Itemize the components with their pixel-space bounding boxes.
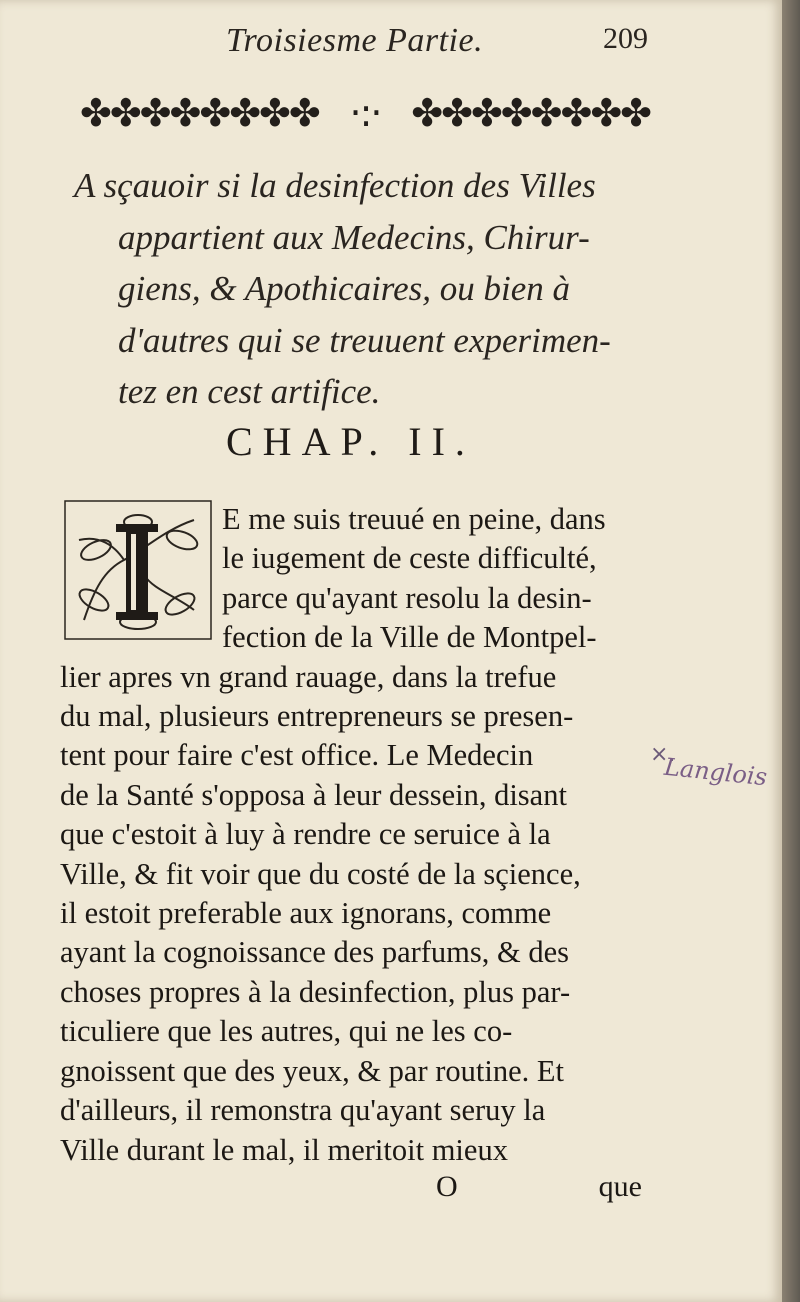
text-line: tent pour faire c'est office. Le Medecin xyxy=(60,738,534,773)
heading-line: A sçauoir si la desinfection des Villes xyxy=(74,166,596,205)
body-text xyxy=(60,500,650,1170)
text-line: Ville, & fit voir que du costé de la sçience, xyxy=(60,856,581,891)
text-line: ayant la cognoissance des parfums, & des xyxy=(60,935,570,970)
running-header xyxy=(226,22,656,72)
handwritten-margin-note: Langlois xyxy=(662,752,769,792)
chapter-heading xyxy=(74,160,674,418)
text-line: parce qu'ayant resolu la desin- xyxy=(222,580,592,615)
headpiece-ornament xyxy=(80,86,650,140)
heading-line: giens, & Apothicaires, ou bien à xyxy=(118,269,571,308)
ornament-separator: ·:· xyxy=(349,91,381,135)
heading-line: d'autres qui se treuuent experimen- xyxy=(118,320,611,360)
chapter-word: CHAP. xyxy=(226,419,389,464)
text-line: le iugement de ceste difficulté, xyxy=(222,541,597,576)
page-number: 209 xyxy=(603,22,648,55)
text-line: ticuliere que les autres, qui ne les co- xyxy=(60,1014,513,1049)
heading-line: appartient aux Medecins, Chirur- xyxy=(118,217,590,257)
chapter-label xyxy=(226,418,526,465)
text-line: que c'estoit à luy à rendre ce seruice à la xyxy=(60,817,551,852)
ornament-right: ✤✤✤✤✤✤✤✤ xyxy=(411,91,650,135)
running-title: Troisiesme Partie. xyxy=(226,22,484,59)
text-line: fection de la Ville de Montpel- xyxy=(222,620,597,655)
text-line: lier apres vn grand rauage, dans la trefue xyxy=(60,659,557,694)
text-line: choses propres à la desinfection, plus par- xyxy=(60,974,571,1009)
text-line: il estoit preferable aux ignorans, comme xyxy=(60,896,552,931)
text-line: gnoissent que des yeux, & par routine. Et xyxy=(60,1053,564,1088)
text-line: d'ailleurs, il remonstra qu'ayant seruy la xyxy=(60,1093,546,1128)
signature-mark: O xyxy=(436,1170,458,1203)
ornament-left: ✤✤✤✤✤✤✤✤ xyxy=(80,91,319,135)
text-line: E me suis treuué en peine, dans xyxy=(222,502,606,536)
text-line: de la Santé s'opposa à leur dessein, disant xyxy=(60,777,567,812)
page-edge xyxy=(782,0,800,1302)
text-line: Ville durant le mal, il meritoit mieux xyxy=(60,1132,508,1167)
heading-line: tez en cest artifice. xyxy=(118,372,381,411)
chapter-number: II. xyxy=(408,419,475,464)
catchword: que xyxy=(598,1170,642,1203)
annotation-mark: ×. xyxy=(650,742,676,767)
text-line: du mal, plusieurs entrepreneurs se presen- xyxy=(60,699,574,734)
